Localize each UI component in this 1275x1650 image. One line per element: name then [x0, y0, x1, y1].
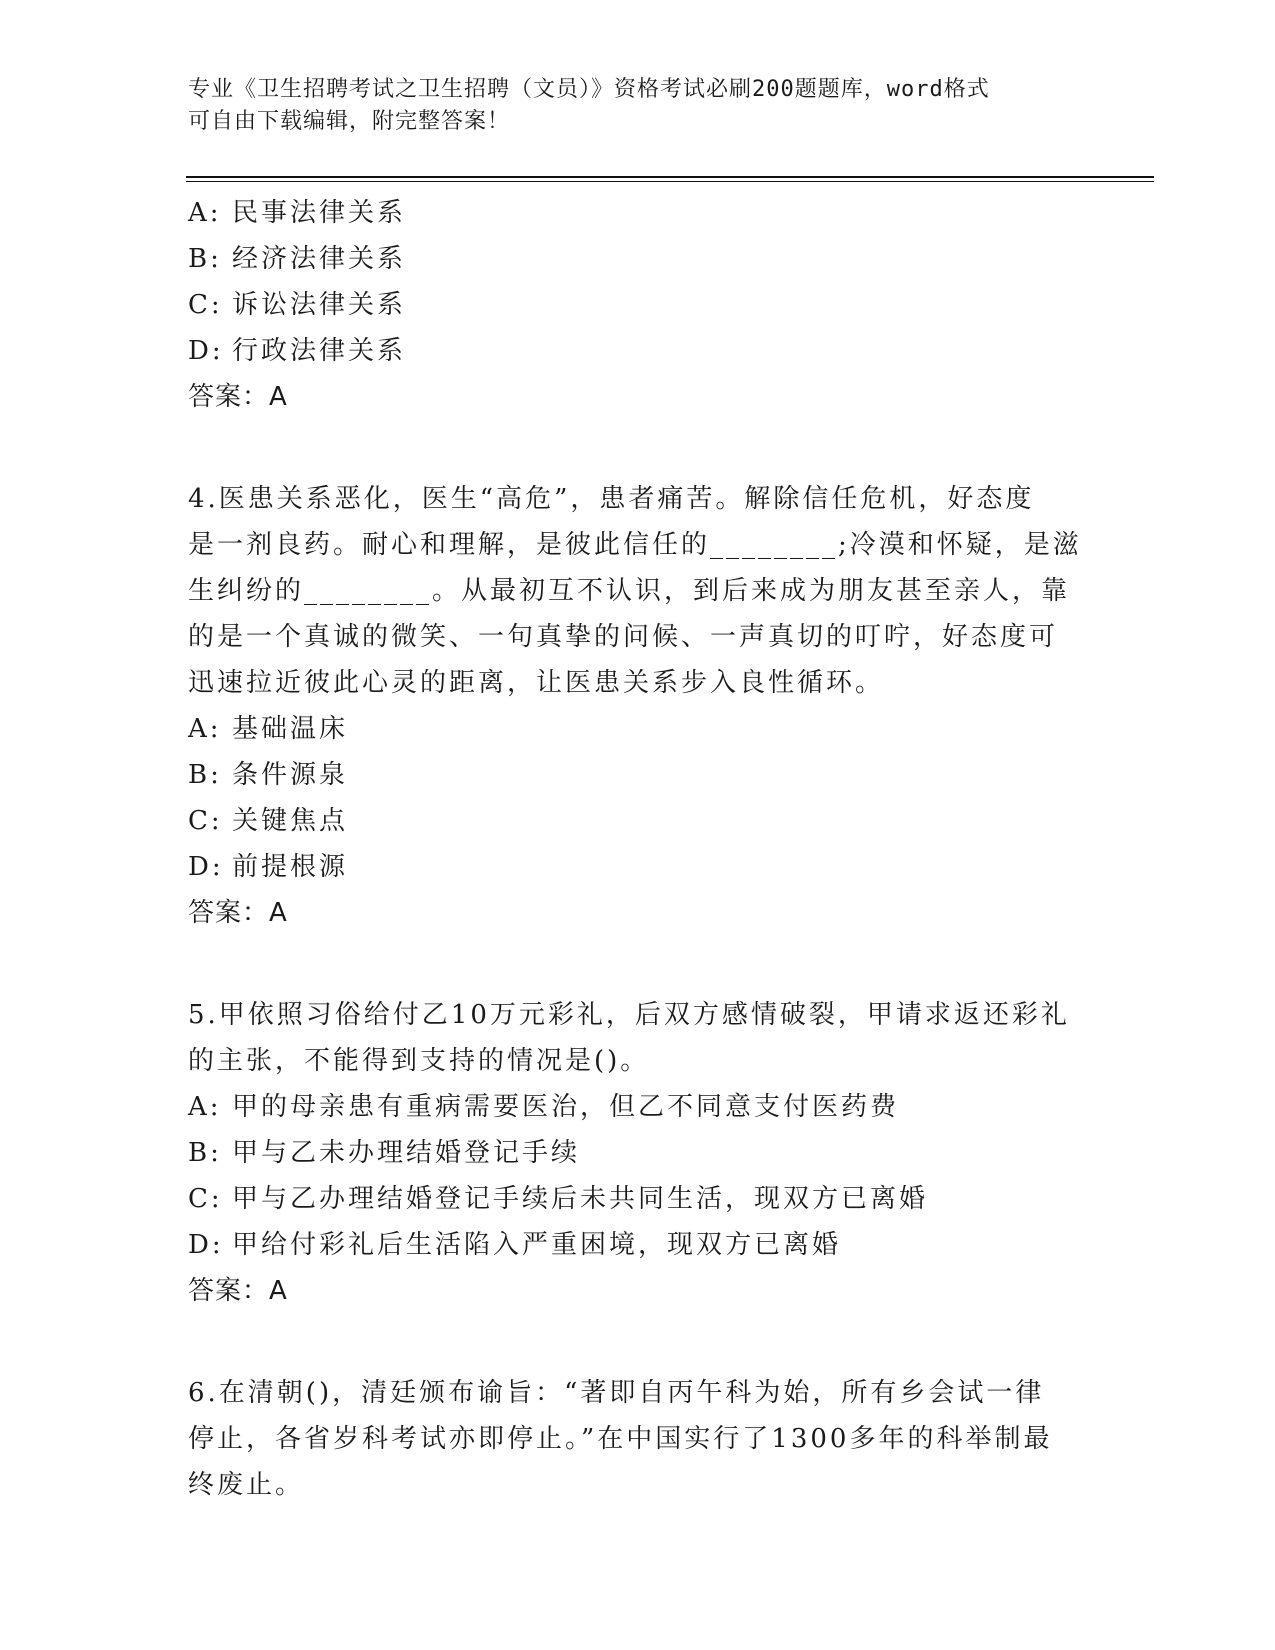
stem-line: 生纠纷的________。从最初互不认识，到后来成为朋友甚至亲人，靠: [188, 576, 1071, 606]
option-a: [188, 190, 1088, 236]
option-key: C:: [188, 806, 223, 836]
option-text: 甲给付彩礼后生活陷入严重困境，现双方已离婚: [232, 1230, 842, 1260]
option-text: 关键焦点: [232, 806, 349, 836]
stem-line: 5.甲依照习俗给付乙10万元彩礼，后双方感情破裂，甲请求返还彩礼: [188, 1000, 1070, 1030]
question-stem: [188, 992, 1088, 1084]
question-list: [188, 190, 1088, 1508]
option-text: 民事法律关系: [232, 198, 407, 228]
stem-line: 的是一个真诚的微笑、一句真挚的问候、一声真切的叮咛，好态度可: [188, 622, 1059, 652]
option-key: C:: [188, 290, 223, 320]
option-key: D:: [188, 852, 224, 882]
stem-line: 终废止。: [188, 1470, 305, 1500]
option-key: B:: [188, 244, 222, 274]
question-6: [188, 1370, 1088, 1508]
option-b: [188, 1130, 1088, 1176]
stem-line: 是一剂良药。耐心和理解，是彼此信任的________;冷漠和怀疑，是滋: [188, 530, 1082, 560]
stem-line: 的主张，不能得到支持的情况是()。: [188, 1046, 650, 1076]
option-b: [188, 752, 1088, 798]
header-line-1: 专业《卫生招聘考试之卫生招聘（文员）》资格考试必刷200题题库，word格式: [188, 77, 990, 102]
option-key: A:: [188, 198, 222, 228]
option-key: B:: [188, 760, 222, 790]
answer-line: 答案：A: [188, 898, 288, 928]
option-key: A:: [188, 1092, 222, 1122]
option-text: 甲的母亲患有重病需要医治，但乙不同意支付医药费: [232, 1092, 900, 1122]
option-text: 甲与乙未办理结婚登记手续: [232, 1138, 581, 1168]
option-key: C:: [188, 1184, 223, 1214]
stem-line: 迅速拉近彼此心灵的距离，让医患关系步入良性循环。: [188, 668, 885, 698]
option-text: 前提根源: [232, 852, 349, 882]
option-key: D:: [188, 336, 224, 366]
option-text: 经济法律关系: [232, 244, 407, 274]
answer-line: 答案：A: [188, 382, 288, 412]
stem-line: 停止，各省岁科考试亦即停止。”在中国实行了1300多年的科举制最: [188, 1424, 1053, 1454]
option-text: 甲与乙办理结婚登记手续后未共同生活，现双方已离婚: [232, 1184, 929, 1214]
option-b: [188, 236, 1088, 282]
option-a: [188, 706, 1088, 752]
stem-line: 6.在清朝()，清廷颁布谕旨：“著即自丙午科为始，所有乡会试一律: [188, 1378, 1045, 1408]
option-c: [188, 1176, 1088, 1222]
question-3: [188, 190, 1088, 420]
option-key: B:: [188, 1138, 222, 1168]
document-header: [188, 74, 1078, 138]
option-text: 诉讼法律关系: [232, 290, 407, 320]
option-d: [188, 328, 1088, 374]
option-text: 行政法律关系: [232, 336, 407, 366]
question-stem: [188, 476, 1088, 706]
header-line-2: 可自由下载编辑，附完整答案！: [188, 109, 511, 134]
header-divider-thin: [186, 181, 1154, 182]
stem-line: 4.医患关系恶化，医生“高危”，患者痛苦。解除信任危机，好态度: [188, 484, 1035, 514]
option-text: 基础温床: [232, 714, 349, 744]
question-stem: [188, 1370, 1088, 1508]
question-5: [188, 992, 1088, 1314]
option-text: 条件源泉: [232, 760, 349, 790]
answer-line: 答案：A: [188, 1276, 288, 1306]
header-divider-thick: [186, 176, 1154, 178]
question-4: [188, 476, 1088, 936]
option-d: [188, 844, 1088, 890]
option-c: [188, 282, 1088, 328]
option-key: A:: [188, 714, 222, 744]
option-d: [188, 1222, 1088, 1268]
option-c: [188, 798, 1088, 844]
option-a: [188, 1084, 1088, 1130]
option-key: D:: [188, 1230, 224, 1260]
